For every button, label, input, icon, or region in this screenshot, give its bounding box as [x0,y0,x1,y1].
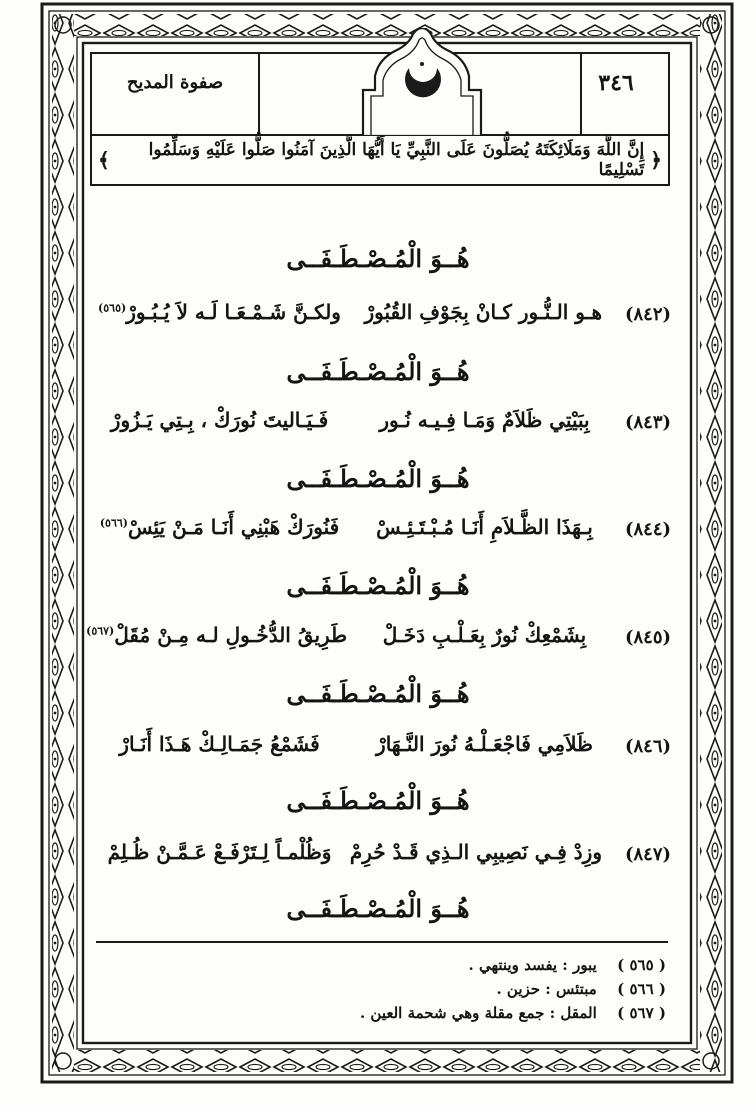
footnote-text: يبور : يفسد وينتهي . [468,956,597,974]
second-hemistich-text: طَرِيقُ الدُّخُـولِ لـه مِـنْ مُقَلْ [114,623,347,647]
footnote-text: المقل : جمع مقلة وهي شحمة العين . [359,1004,597,1022]
refrain: هُــوَ الْمُـصْـطَـفَــى [286,464,470,493]
second-hemistich [92,515,347,539]
refrain: هُــوَ الْمُـصْـطَـفَــى [286,786,470,815]
page-header [90,52,670,136]
refrain: هُــوَ الْمُـصْـطَـفَــى [286,571,470,600]
refrain: هُــوَ الْمُـصْـطَـفَــى [286,679,470,708]
page-number: ٣٤٦ [598,70,634,96]
refrain: هُــوَ الْمُـصْـطَـفَــى [286,244,470,273]
footnote-divider [96,941,668,943]
second-hemistich-text: ولكـنَّ شَـمْـعَـا لَـه لاَ يُـبُـورْ [126,300,341,324]
verse-row [92,840,682,876]
second-hemistich-text: فَنُورَكْ هَبْنِي أَنَـا مَـنْ يَئِسْ [127,515,340,539]
footnote-text: مبتئس : حزين . [496,980,597,998]
first-hemistich: هـو الـنُّـور كـانْ بِجَوْفِ القُبُورْ [364,300,602,324]
first-hemistich: بِـهَذَا الظَّـلاَمِ أَنَـا مُـبْـتَـئِـسْ [376,515,593,539]
footnote [106,980,666,998]
crescent-arch-icon [357,28,487,136]
footnote-number: ( ٥٦٦ ) [617,980,666,998]
verse-number: (٨٤٤) [624,519,672,540]
verse-row [86,623,682,659]
first-hemistich: بِشَمْعِكْ نُورٌ بِعَـلْـبِ دَخَـلْ [382,623,587,647]
footnote-ref: (٥٦٥) [98,301,127,315]
verse-row [92,300,682,336]
ornate-paren-close: ﴾ [98,148,110,172]
refrain: هُــوَ الْمُـصْـطَـفَــى [286,894,470,923]
footnote-number: ( ٥٦٧ ) [617,1004,666,1022]
first-hemistich: وزِدْ فِـي نَصِيبِي الـذِي قَـدْ حُرِمْ [349,840,602,864]
verse-row [92,732,682,768]
quran-verse-band [90,136,670,186]
verse-number: (٨٤٥) [624,627,672,648]
verse-row [92,515,682,551]
footnote-number: ( ٥٦٥ ) [617,956,666,974]
first-hemistich: ظَلاَمِي فَاجْعَـلْـهُ نُورَ النَّـهَارْ [376,732,593,756]
first-hemistich: بِبَيْتِي ظَلاَمٌ وَمَـا فِـيـه نُـور [379,408,590,432]
second-hemistich [92,300,347,324]
footnote [106,956,666,974]
verse-row [92,408,682,444]
header-divider-left [258,54,260,134]
second-hemistich [86,623,347,647]
refrain: هُــوَ الْمُـصْـطَـفَــى [286,357,470,386]
second-hemistich: وَظُلْمـاً لِـتَرْفَـعْ عَـمَّـنْ ظُـلِمْ [107,840,332,864]
ornate-paren-open: ﴿ [650,148,662,172]
book-title: صفوة المديح [126,72,224,93]
quran-verse: إِنَّ اللَّهَ وَمَلَائِكَتَهُ يُصَلُّونَ عَلَى النَّبِيِّ يَا أَيُّهَا الَّذِينَ آمَنُوا صَلُّوا عَلَيْهِ وَسَلِّمُوا تَسْلِيمًا [148,140,645,180]
second-hemistich: فَـيَـاليتَ نُورَكْ ، بِـتِي يَـزُورْ [110,408,329,432]
verse-number: (٨٤٦) [624,736,672,757]
verse-number: (٨٤٣) [624,412,672,433]
verse-number: (٨٤٧) [624,844,672,865]
second-hemistich: فَشَمْعُ جَمَـالِـكْ هَـذَا أَنَـارْ [119,732,320,756]
footnote [106,1004,666,1022]
verse-number: (٨٤٢) [624,304,672,325]
footnote-ref: (٥٦٦) [99,516,128,530]
footnote-ref: (٥٦٧) [86,624,115,638]
